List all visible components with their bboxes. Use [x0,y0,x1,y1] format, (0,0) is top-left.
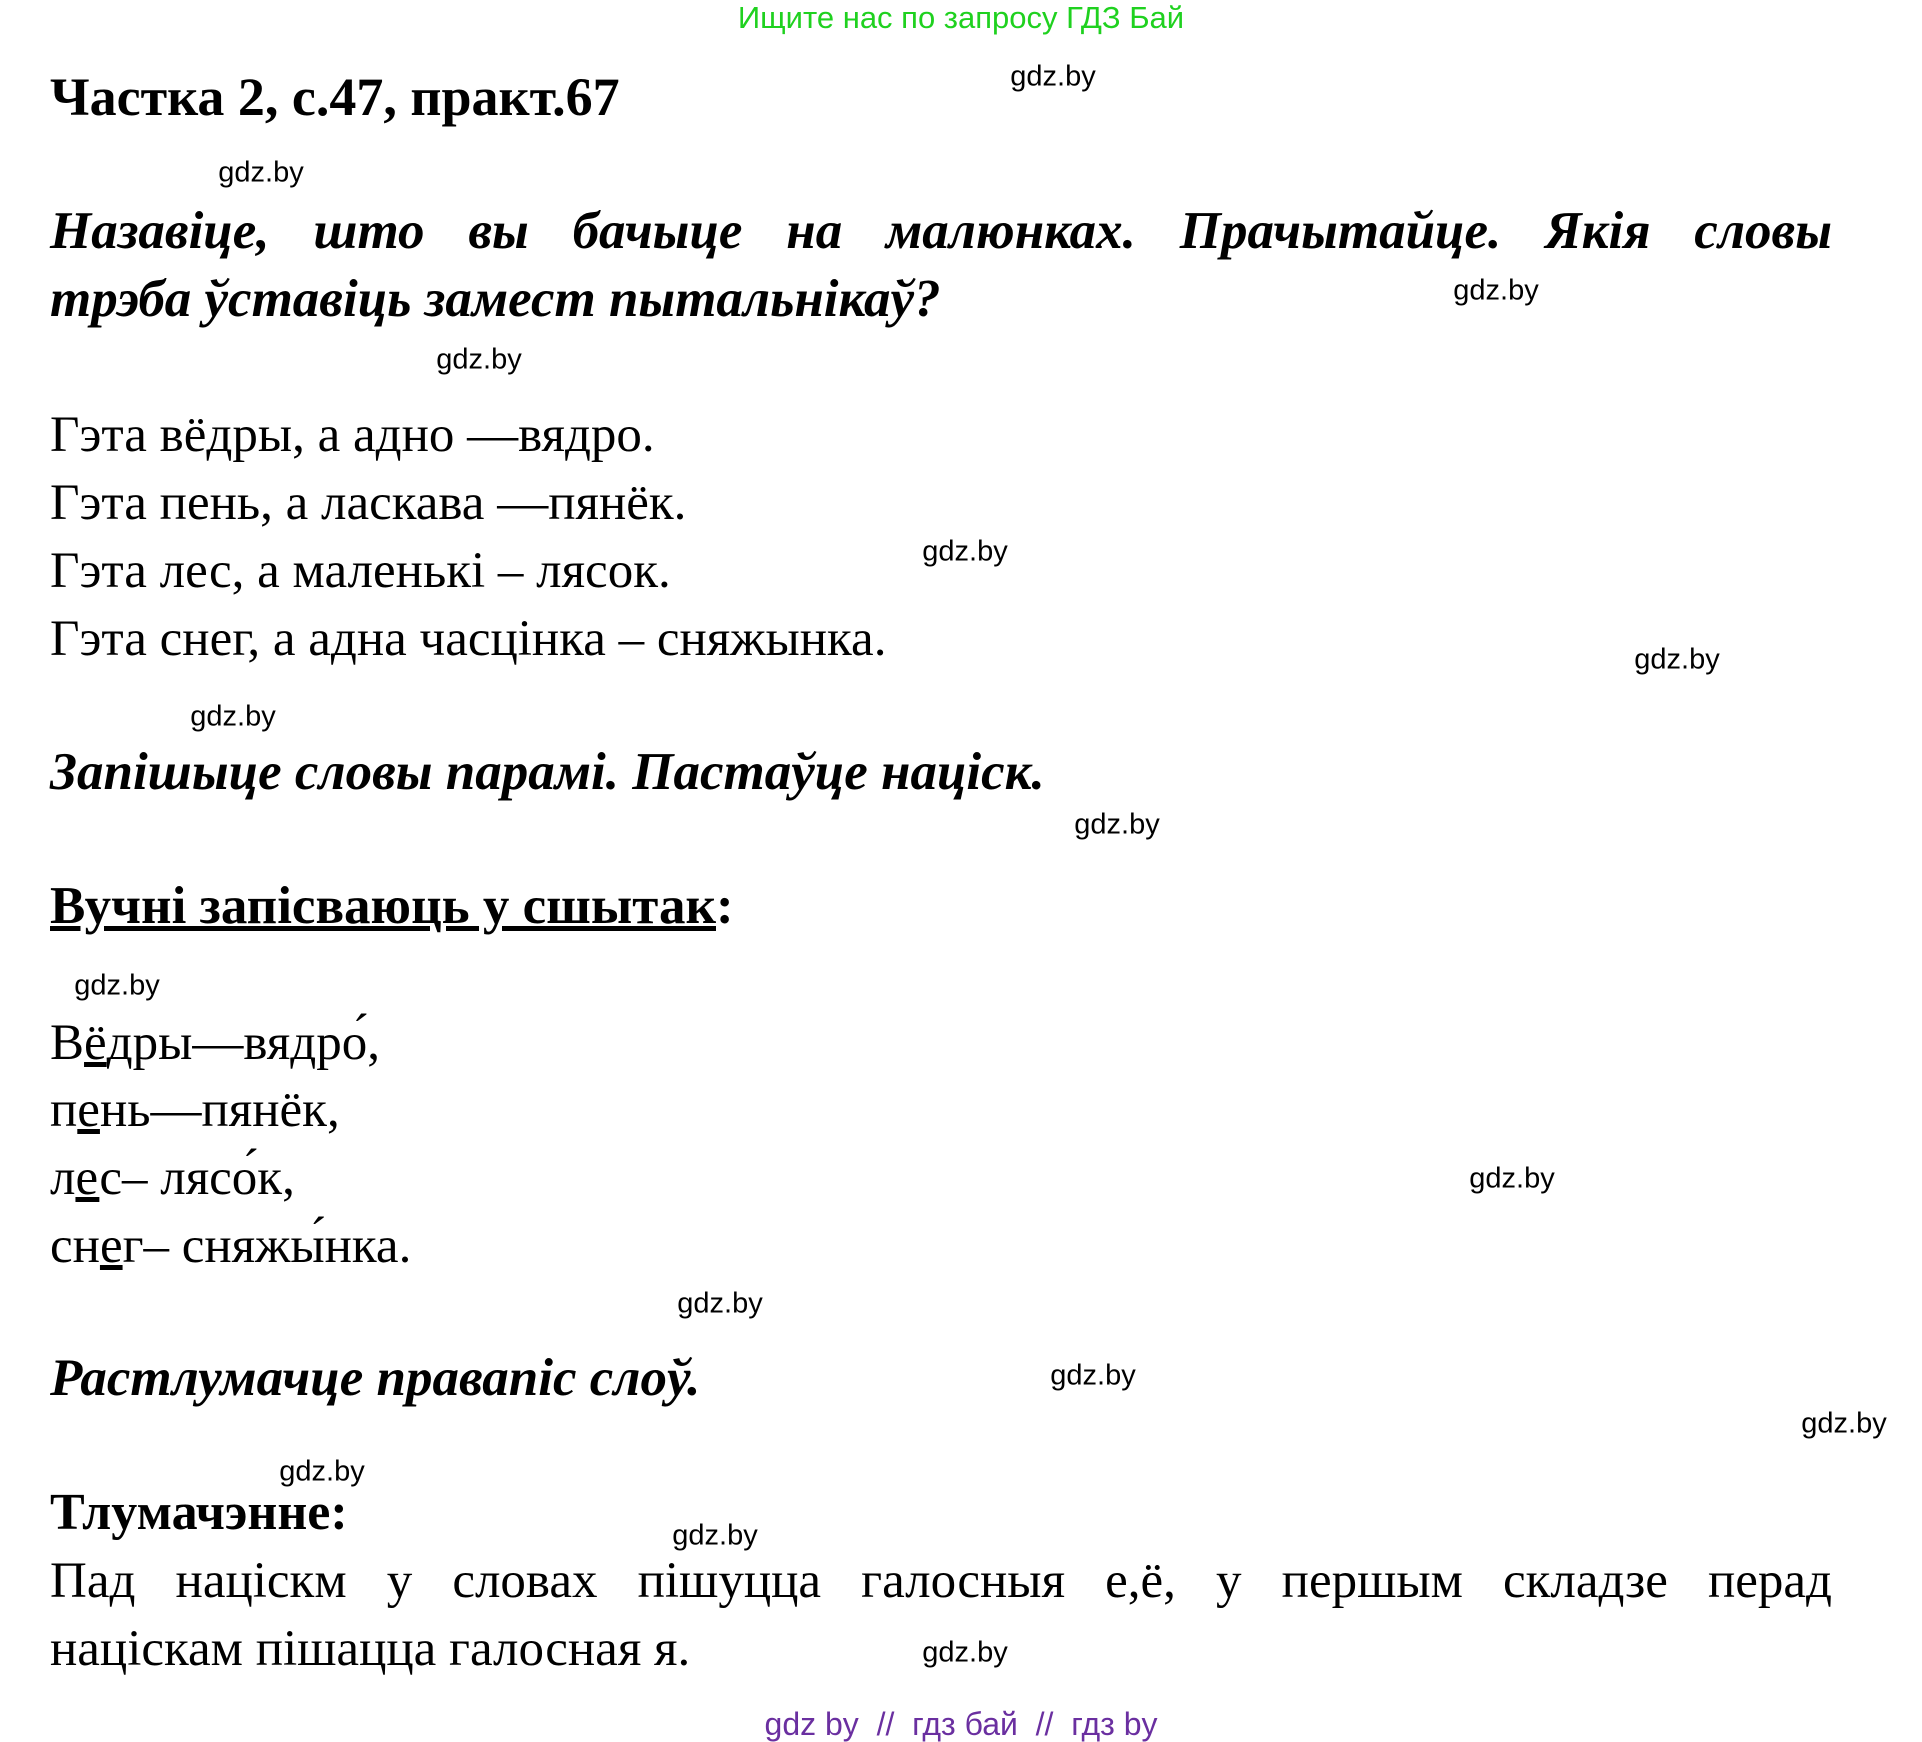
answer-part: с– лясо́к, [99,1150,295,1206]
answer-line-1 [50,1015,380,1071]
answer-part: г– сняжы́нка. [122,1218,412,1274]
watermark: gdz.by [74,969,160,1002]
explanation-line-2: націскам пішацца галосная я. [50,1621,691,1677]
watermark: gdz.by [218,156,304,189]
watermark: gdz.by [922,535,1008,568]
task-instruction-line-1: Назавіце, што вы бачыце на малюнках. Прачытайце. Якія словы [50,202,1832,260]
watermark: gdz.by [1453,274,1539,307]
answer-part: сн [50,1218,100,1274]
underlined-vowel: е [75,1150,100,1206]
notebook-heading-text: Вучні запісваюць у сшытак [50,877,716,935]
watermark: gdz.by [190,700,276,733]
task-instruction-line-2: трэба ўставіць замест пытальнікаў? [50,270,941,328]
underlined-vowel: ё [84,1015,107,1071]
answer-line-3 [50,1150,295,1206]
search-hint-banner: Ищите нас по запросу ГДЗ Бай [737,0,1185,35]
watermark: gdz.by [436,343,522,376]
answer-part: В [50,1015,85,1071]
sentence-1: Гэта вёдры, а адно —вядро. [50,407,655,463]
page-title: Частка 2, с.47, практ.67 [50,67,620,127]
watermark: gdz.by [1010,60,1096,93]
sentence-2: Гэта пень, а ласкава —пянёк. [50,475,687,531]
footer-links: gdz by // гдз бай // гдз by [764,1706,1158,1742]
watermark: gdz.by [1074,808,1160,841]
watermark: gdz.by [922,1636,1008,1669]
answer-part: л [50,1150,76,1206]
answer-part: нь—пянёк, [99,1082,340,1138]
watermark: gdz.by [1469,1162,1555,1195]
watermark: gdz.by [279,1455,365,1488]
watermark: gdz.by [1050,1359,1136,1392]
watermark: gdz.by [1801,1407,1887,1440]
answer-line-2 [50,1082,340,1138]
notebook-heading-colon: : [716,877,734,935]
underlined-vowel: е [77,1082,100,1138]
answer-part: п [50,1082,78,1138]
answer-line-4 [50,1218,412,1274]
watermark: gdz.by [1634,643,1720,676]
answer-part: дры—вядро́, [106,1015,380,1071]
explanation-heading: Тлумачэнне: [50,1484,348,1541]
task-instruction-3: Растлумачце правапіс слоў. [50,1349,701,1407]
watermark: gdz.by [677,1287,763,1320]
sentence-4: Гэта снег, а адна часцінка – сняжынка. [50,611,887,667]
sentence-3: Гэта лес, а маленькі – лясок. [50,543,671,599]
explanation-line-1: Пад націскм у словах пішуцца галосныя е,ё, у першым складзе перад [50,1553,1832,1609]
underlined-vowel: е [99,1218,123,1274]
task-instruction-2: Запішыце словы парамі. Пастаўце націск. [50,743,1045,801]
watermark: gdz.by [672,1519,758,1552]
notebook-heading [50,877,734,935]
